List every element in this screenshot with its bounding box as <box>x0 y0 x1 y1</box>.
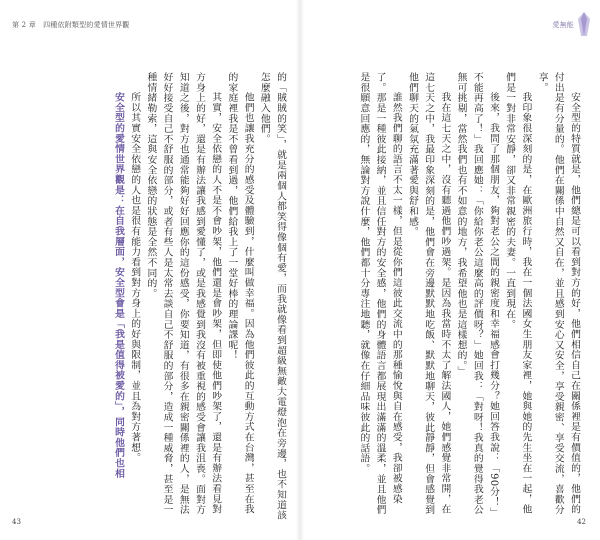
book-title-header: 愛無能 <box>552 21 574 29</box>
right-paragraph-4: 我在這七天之中，沒有聽過他們吵過架。是因為我當時不太了解法國人，她們感覺非常開，在這七天之中，我最印象深刻的是，他們會在旁邊默默地吃飯、默默地聊天，彼此靜靜，但會感覺到他們聊天的氣氛充滿著愛與舒和感。 <box>406 72 451 515</box>
page-number-left: 43 <box>12 518 21 526</box>
right-page <box>300 0 600 540</box>
left-page-body <box>16 72 288 522</box>
left-paragraph-3: 其實，安全依戀的人不是不會吵架，他們還是會吵架，但即使他們吵架了，還是有辦法看見對方身上的好，還是有辦法讓我感到愛懂了，或是我感覺到我沒有被重視的感受會讓我沮喪。面對方知道之後，對方也通常能夠好好回應你的這份感受，你要知道，有很多在親密關係裡的人，是無法好好接受自己不舒服的部分，或者有些人是太常去談自己不舒服的部分，造成一種威脅，甚至是一種情緒勒索，這與安全依戀的狀態是全然不同的。 <box>145 72 222 515</box>
left-paragraph-4: 所以其實安全依戀的人也是很有能力看到對方身上的好與限制，並且為對方著想。 <box>129 91 141 463</box>
closing-label: 安全型的愛情世界觀是： <box>112 91 124 205</box>
right-paragraph-5: 誰然我們聊的語言不太一樣，但是從你們這彼此交流中的那種愉悅與自在感受，我卻被感染了。那是一種彼此接納，並且信任對方的安全感，他們的身體語言都展現出滿滿的溫柔，並且他們是很願意回應的，無論對方說什麼，他們都十分專注地聽，就像在仔細品味彼此的話語。 <box>358 72 402 515</box>
book-gutter <box>296 0 304 540</box>
crystal-icon <box>578 12 590 36</box>
right-paragraph-3: 後來，我問了那個朋友，夠對老公之間的親密度和幸福感會打幾分？她回答我說：「90分！」不能再高了！」我回應她：「你給你老公這麼高的評價呀？」她回我：「對呀！我真的覺得我老公無可挑剔，當然我們也有不如意的地方，我希望他也是這樣想的。」 <box>455 72 499 518</box>
right-paragraph-1: 安全型的特質就是，他們總是可以看到對方的好，他們相信自己在關係裡是有價值的，他們的付出是有分量的。他們在關係中自然又自在，並且感到安心又安全，享受親密、享受交流，喜歡分享。 <box>536 72 580 515</box>
page-number-right: 42 <box>577 518 586 526</box>
chapter-header: 第 2 章 四種依附類型的愛情世界觀 <box>12 21 130 29</box>
right-page-body <box>310 72 582 522</box>
closing-statement <box>110 72 126 522</box>
left-paragraph-2: 他們也讓我充分的感受及體驗到，什麼叫做幸福。因為他們彼此的互動方式在台灣，甚至在我的家庭裡我是不曾看到過，他們給我上了一堂好棒的理論課呢！ <box>226 72 254 514</box>
closing-emphasis: 在自我層面，安全型會是「我是值得被愛的」，同時他們也相 <box>112 204 124 479</box>
right-paragraph-2: 我印象很深刻的是，在歐洲旅行時，我在一個法國女生朋友家裡，她與她的先生坐在一起，他們是一對非常安靜，卻又非常親密的夫妻。一直到現在。 <box>504 72 532 514</box>
left-paragraph-1: 的「賊賊的笑」，就是兩個人都笑得像個有愛，而我就像看到超級無敵大電燈泡在旁邊，也不知道該怎麼融入他們。 <box>258 72 286 521</box>
